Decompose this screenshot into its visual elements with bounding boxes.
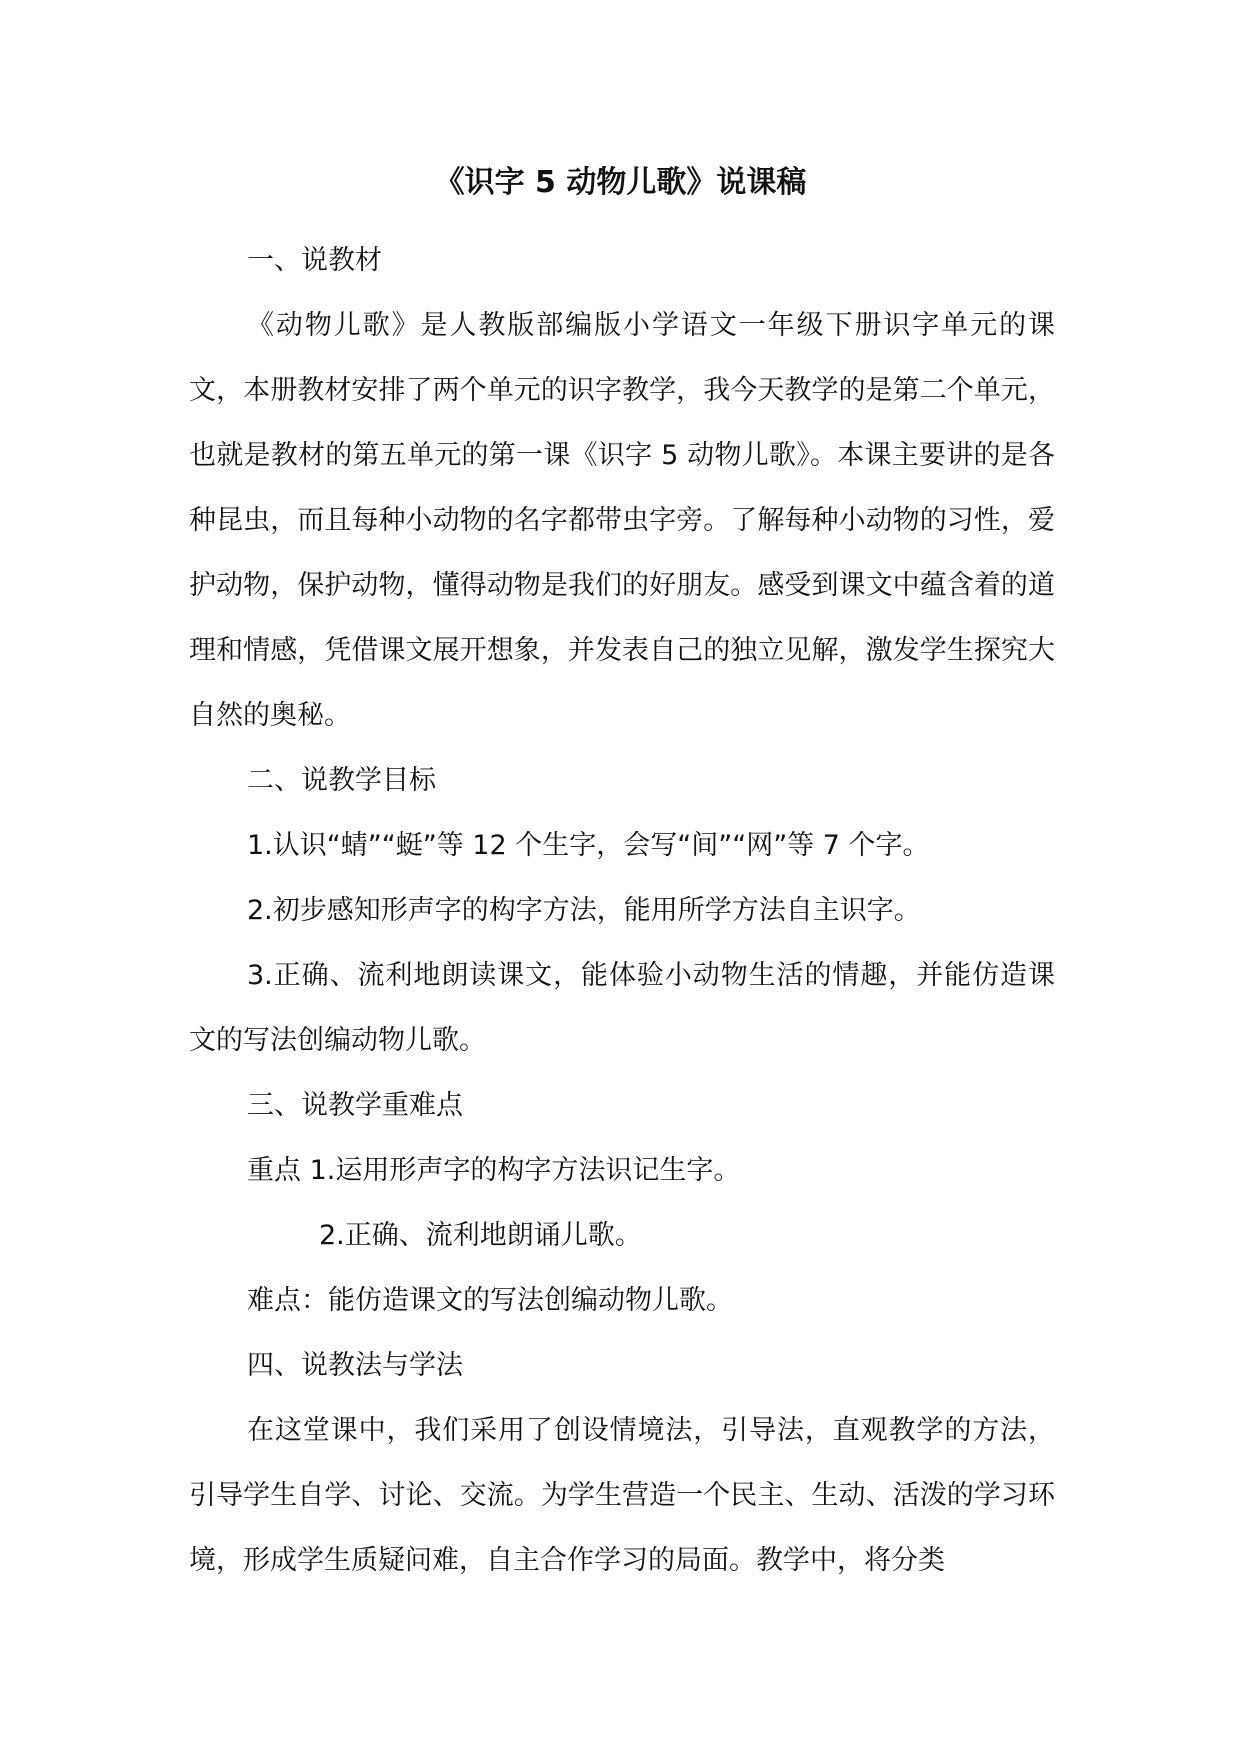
goal-item-3: 3.正确、流利地朗读课文，能体验小动物生活的情趣，并能仿造课文的写法创编动物儿歌。 (189, 960, 1055, 1056)
document-title: 《识字 5 动物儿歌》说课稿 (434, 165, 807, 200)
difficulty-point: 难点：能仿造课文的写法创编动物儿歌。 (247, 1285, 733, 1316)
goal-item-1: 1.认识“蜻”“蜓”等 12 个生字，会写“间”“网”等 7 个字。 (247, 830, 930, 861)
section-heading-key-points: 三、说教学重难点 (247, 1090, 463, 1121)
key-point-1: 重点 1.运用形声字的构字方法识记生字。 (247, 1155, 741, 1186)
document-body (189, 228, 1055, 1593)
key-point-2: 2.正确、流利地朗诵儿歌。 (319, 1220, 642, 1251)
section-heading-textbook: 一、说教材 (247, 245, 382, 276)
textbook-paragraph: 《动物儿歌》是人教版部编版小学语文一年级下册识字单元的课文，本册教材安排了两个单元的识字教学，我今天教学的是第二个单元，也就是教材的第五单元的第一课《识字 5 动物儿歌》。本课主要讲的是各种昆虫，而且每种小动物的名字都带虫字旁。了解每种小动物的习性，爱护动物，保护动物，懂得动物是我们的好朋友。感受到课文中蕴含着的道理和情感，凭借课文展开想象，并发表自己的独立见解，激发学生探究大自然的奥秘。 (189, 310, 1055, 731)
section-heading-methods: 四、说教法与学法 (247, 1350, 463, 1381)
goal-item-2: 2.初步感知形声字的构字方法，能用所学方法自主识字。 (247, 895, 921, 926)
methods-paragraph: 在这堂课中，我们采用了创设情境法，引导法，直观教学的方法，引导学生自学、讨论、交流。为学生营造一个民主、生动、活泼的学习环境，形成学生质疑问难，自主合作学习的局面。教学中，将分类 (189, 1415, 1055, 1576)
section-heading-goals: 二、说教学目标 (247, 765, 436, 796)
